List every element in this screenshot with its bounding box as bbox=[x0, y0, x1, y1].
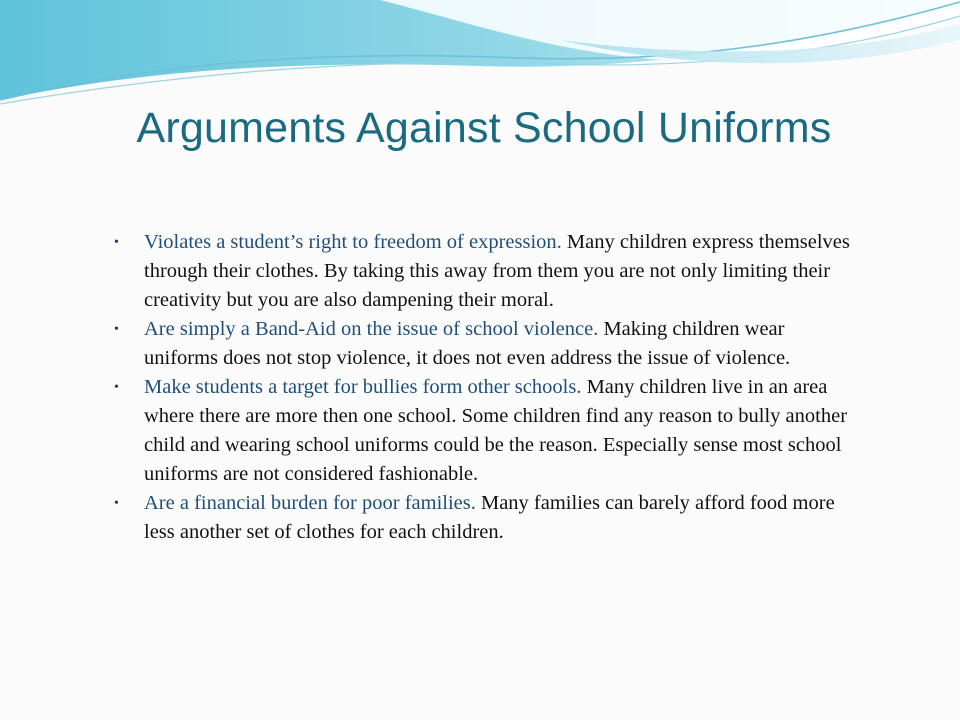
bullet-icon: • bbox=[114, 380, 119, 395]
bullet-item bbox=[112, 489, 852, 547]
slide-title: Arguments Against School Uniforms bbox=[136, 104, 832, 152]
bullet-item bbox=[112, 373, 852, 489]
bullet-item bbox=[112, 315, 852, 373]
bullet-lead-text: Violates a student’s right to freedom of expression. bbox=[144, 231, 562, 253]
bullet-icon: • bbox=[114, 322, 119, 337]
bullet-lead-text: Make students a target for bullies form other schools. bbox=[144, 376, 582, 398]
bullet-body-text: Many families can barely afford food more less another set of clothes for each children. bbox=[144, 492, 835, 543]
bullet-lead-text: Are a financial burden for poor families. bbox=[144, 492, 476, 514]
bullet-body-text: Making children wear uniforms does not stop violence, it does not even address the issue of violence. bbox=[144, 318, 791, 369]
bullet-body-text: Many children express themselves through their clothes. By taking this away from them you are not only limiting their creativity but you are also dampening their moral. bbox=[144, 231, 850, 311]
bullet-lead-text: Are simply a Band-Aid on the issue of school violence. bbox=[144, 318, 599, 340]
bullet-item bbox=[112, 228, 852, 315]
bullet-icon: • bbox=[114, 496, 119, 511]
bullet-icon: • bbox=[114, 235, 119, 250]
bullet-body-text: Many children live in an area where there are more then one school. Some children find any reason to bully another child and wearing school uniforms could be the reason. Especially sense most school uniforms are not considered fashionable. bbox=[144, 376, 848, 485]
bullet-list bbox=[112, 228, 852, 547]
